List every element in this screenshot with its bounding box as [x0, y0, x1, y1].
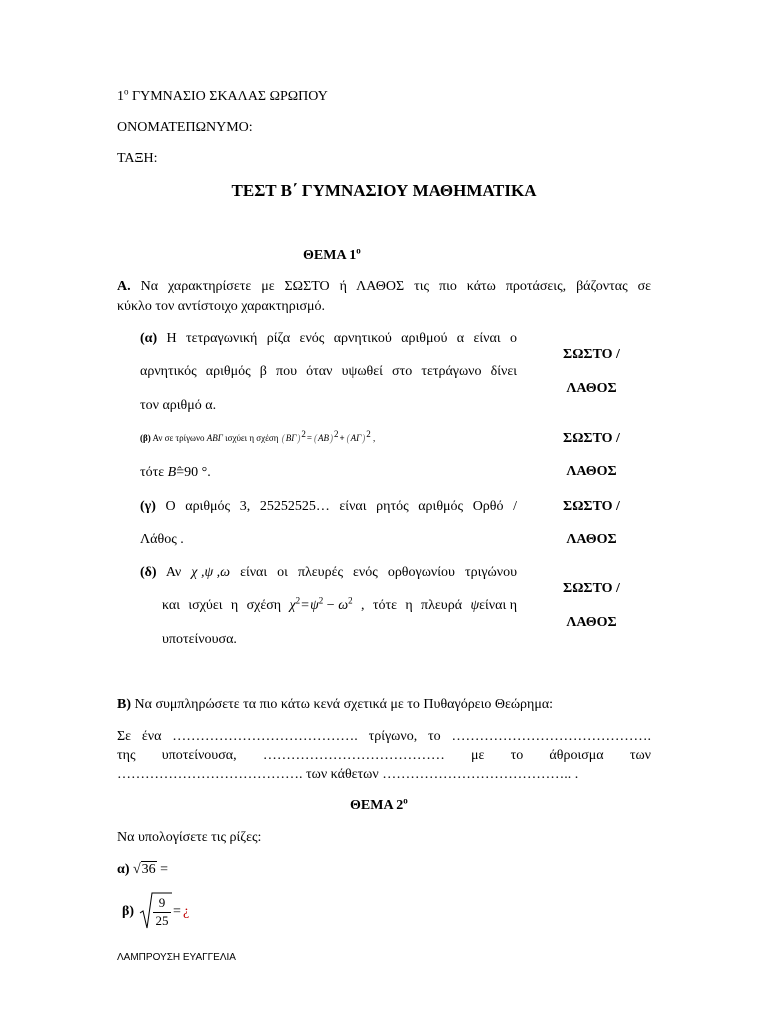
- pythagoras-equation: [281, 428, 371, 448]
- angle-b-hat: Β̂: [167, 465, 177, 480]
- statement-d-variables: χ ,ψ ,ω: [191, 565, 231, 580]
- school-number-ordinal: ο: [124, 87, 129, 97]
- statement-c-choice-true: ΣΩΣΤΟ /: [563, 499, 620, 514]
- equation-exponent: 2: [366, 429, 371, 439]
- statement-d-line-2-text-2: , τότε η πλευρά: [360, 598, 463, 613]
- equation-bar: (: [313, 432, 317, 444]
- equation-exponent: 2: [318, 596, 324, 606]
- statement-d-side-group: [470, 596, 517, 616]
- equation-bar: ): [329, 432, 333, 444]
- equation-exponent: 2: [295, 596, 301, 606]
- statement-a-line-2: αρνητικός αριθμός β που όταν υψωθεί στο τετράγωνο δίνει: [140, 364, 517, 379]
- statement-a-choice-true: ΣΩΣΤΟ /: [563, 347, 620, 362]
- statement-b-line-1: [140, 428, 520, 448]
- equation-bar: (: [346, 432, 350, 444]
- radicand: 36: [141, 862, 156, 877]
- part-a-label: Α.: [117, 279, 131, 294]
- theme-1-heading-ordinal: ο: [356, 246, 361, 256]
- statement-b-line-2: [140, 463, 211, 483]
- part-b-instruction-text: Να συμπληρώσετε τα πιο κάτω κενά σχετικά με το Πυθαγόρειο Θεώρημα:: [134, 697, 554, 712]
- answer-placeholder-mark: ¿: [183, 904, 190, 919]
- equation-y: ψ: [310, 598, 319, 613]
- statement-c-choice-false: ΛΑΘΟΣ: [566, 532, 617, 547]
- equation-side-2: ΑΒ: [317, 433, 329, 443]
- equation-bar: ): [362, 432, 366, 444]
- statement-d-line-2-text-3a: είναι η: [479, 598, 517, 613]
- equation-bar: ): [297, 432, 301, 444]
- statement-b-line-2-prefix: τότε: [140, 465, 165, 480]
- radical-sign: √: [132, 862, 141, 877]
- statement-d-choice-false: ΛΑΘΟΣ: [566, 615, 617, 630]
- part-b-instruction: [117, 695, 651, 715]
- statement-d-line-1: [140, 563, 517, 583]
- statement-b-triangle: ΑΒΓ: [206, 433, 223, 443]
- fraction-denominator: 25: [155, 913, 169, 928]
- statement-c-line-2: Λάθος .: [140, 532, 184, 547]
- equation-side-1: ΒΓ: [285, 433, 297, 443]
- statement-a-line-3: τον αριθμό α.: [140, 398, 217, 413]
- equation-exponent: 2: [301, 429, 306, 439]
- root-item-a-equals: =: [160, 862, 169, 877]
- equation-x: χ: [289, 598, 296, 613]
- part-a-instruction-line-1: [117, 277, 651, 297]
- statement-a-choice-false: ΛΑΘΟΣ: [566, 381, 617, 396]
- theme-1-heading: [303, 246, 361, 266]
- statement-c-text-1: Ο αριθμός 3, 25252525… είναι ρητός αριθμός Ορθό /: [165, 499, 517, 514]
- root-item-b-label: β): [122, 904, 135, 919]
- statement-d-marker: (δ): [140, 565, 157, 580]
- equation-side-3: ΑΓ: [350, 433, 362, 443]
- equation-equals: =: [301, 598, 310, 613]
- name-label: ΟΝΟΜΑΤΕΠΩΝΥΜΟ:: [117, 120, 253, 135]
- part-a-instruction-line-2: κύκλο τον αντίστοιχο χαρακτηρισμό.: [117, 299, 326, 314]
- theme-2-heading-ordinal: ο: [403, 796, 408, 806]
- theme-1-heading-text: ΘΕΜΑ 1: [303, 248, 357, 263]
- root-item-b: [122, 888, 202, 932]
- equation-plus: +: [339, 433, 345, 443]
- equation-w: ω: [338, 598, 349, 613]
- theme-2-instruction: Να υπολογίσετε τις ρίζες:: [117, 830, 262, 845]
- root-item-b-equals: =: [173, 904, 181, 919]
- statement-b-line-2-end: .: [207, 465, 211, 480]
- equation-minus: −: [326, 598, 335, 613]
- theme-2-heading-text: ΘΕΜΑ 2: [350, 798, 404, 813]
- equation-exponent: 2: [333, 429, 339, 439]
- root-item-a: [117, 860, 168, 880]
- equation-exponent: 2: [348, 596, 353, 606]
- statement-d-side: ψ: [470, 598, 480, 613]
- statement-d-line-2-text-1: και ισχύει η σχέση: [162, 598, 282, 613]
- part-a-instruction-text: Να χαρακτηρίσετε με ΣΩΣΤΟ ή ΛΑΘΟΣ τις πιο κάτω προτάσεις, βάζοντας σε: [140, 279, 651, 294]
- school-line: [117, 87, 328, 107]
- author-footer: ΛΑΜΠΡΟΥΣΗ ΕΥΑΓΓΕΛΙΑ: [117, 952, 236, 963]
- statement-d-text-2: είναι οι πλευρές ενός ορθογωνίου τριγώνου: [240, 565, 517, 580]
- statement-c-line-1: [140, 497, 517, 517]
- fill-in-line-1: Σε ένα …………………………………. τρίγωνο, το …………………………………….: [117, 729, 651, 744]
- statement-b-text-2: ισχύει η σχέση: [225, 433, 279, 443]
- statement-d-line-3: υποτείνουσα.: [162, 632, 237, 647]
- fill-in-line-2: της υποτείνουσα, ………………………………… με το άθροισμα των: [117, 748, 651, 763]
- statement-d-equation: [290, 596, 353, 616]
- part-b-label: Β): [117, 697, 131, 712]
- statement-d-choice-true: ΣΩΣΤΟ /: [563, 581, 620, 596]
- statement-d-line-2: [162, 596, 517, 616]
- school-number: 1: [117, 89, 124, 104]
- statement-a-line-1: [140, 329, 517, 349]
- statement-a-marker: (α): [140, 331, 158, 346]
- root-item-a-label: α): [117, 862, 130, 877]
- angle-value: =90 °: [176, 465, 208, 480]
- fill-in-line-3: …………………………………. των κάθετων ………………………………….. .: [117, 767, 579, 782]
- class-label: ΤΑΞΗ:: [117, 151, 158, 166]
- fraction-numerator: 9: [158, 895, 166, 910]
- statement-b-text-3: ,: [372, 433, 376, 443]
- page-title: ΤΕΣΤ Β΄ ΓΥΜΝΑΣΙΟΥ ΜΑΘΗΜΑΤΙΚΑ: [231, 181, 537, 200]
- statement-c-marker: (γ): [140, 499, 156, 514]
- statement-b-choice-true: ΣΩΣΤΟ /: [563, 431, 620, 446]
- equation-bar: (: [281, 432, 285, 444]
- theme-2-heading: [350, 796, 408, 816]
- equation-equals: =: [306, 433, 312, 443]
- statement-b-text-1: Αν σε τρίγωνο: [152, 433, 205, 443]
- statement-b-choice-false: ΛΑΘΟΣ: [566, 464, 617, 479]
- school-name: ΓΥΜΝΑΣΙΟ ΣΚΑΛΑΣ ΩΡΩΠΟΥ: [132, 89, 328, 104]
- statement-b-marker: (β): [140, 433, 151, 443]
- statement-a-text-1: Η τετραγωνική ρίζα ενός αρνητικού αριθμού α είναι ο: [166, 331, 517, 346]
- statement-d-text-1: Αν: [165, 565, 182, 580]
